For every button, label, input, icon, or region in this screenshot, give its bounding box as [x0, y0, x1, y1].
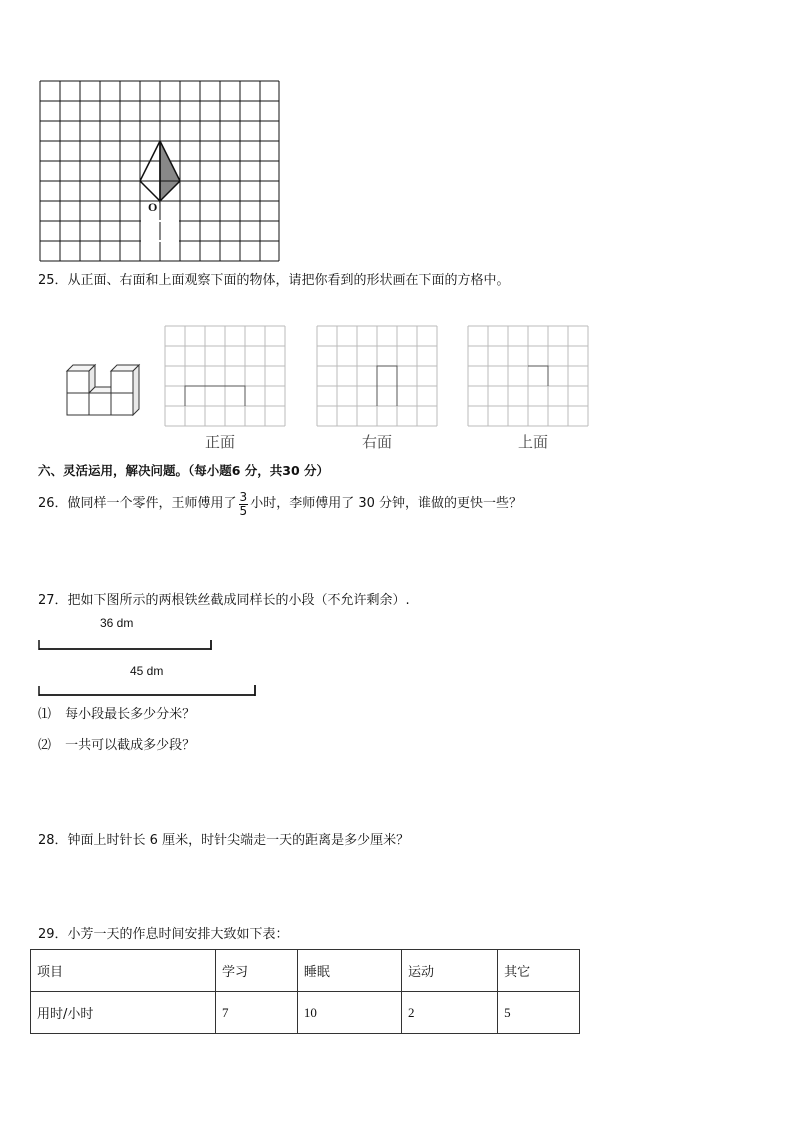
- sub-question-2-num: ⑵: [38, 738, 52, 753]
- origin-label: O: [148, 200, 158, 214]
- cube-figure: [64, 362, 144, 416]
- wire-1-label: 36 dm: [100, 616, 134, 630]
- rotation-grid: [38, 79, 282, 263]
- right-view-grid: [316, 324, 440, 428]
- table-cell: 学习: [216, 950, 298, 992]
- table-cell: 用时/小时: [31, 992, 216, 1034]
- table-cell: 项目: [31, 950, 216, 992]
- fraction-denominator: 5: [239, 503, 248, 518]
- right-view-label: 右面: [362, 433, 393, 451]
- table-cell: 睡眠: [297, 950, 401, 992]
- question-28-text: 28．钟面上时针长 6 厘米，时针尖端走一天的距离是多少厘米？: [38, 833, 410, 848]
- sub-question-1: [38, 706, 195, 724]
- top-view-grid: [467, 324, 591, 428]
- table-cell: 运动: [402, 950, 498, 992]
- question-26-after: 小时，李师傅用了 30 分钟，谁做的更快一些？: [250, 496, 522, 511]
- sub-question-2: [38, 737, 195, 755]
- kite-figure: [140, 141, 180, 201]
- front-view-label: 正面: [205, 433, 236, 451]
- wire-2: [36, 684, 260, 698]
- schedule-table: [30, 949, 580, 1034]
- table-row-header: [31, 950, 580, 992]
- sub-question-1-text: 每小段最长多少分米？: [65, 707, 196, 722]
- question-26-before: 26．做同样一个零件，王师傅用了: [38, 496, 237, 511]
- fraction-numerator: 3: [239, 489, 248, 504]
- wire-2-label: 45 dm: [130, 664, 164, 678]
- table-cell: 其它: [498, 950, 580, 992]
- question-25-text: 25．从正面、右面和上面观察下面的物体，请把你看到的形状画在下面的方格中。: [38, 273, 510, 288]
- table-cell: 2: [402, 992, 498, 1034]
- sub-question-1-num: ⑴: [38, 707, 52, 722]
- top-view-label: 上面: [518, 433, 549, 451]
- section-6-title: 六、灵活运用，解决问题。（每小题6 分，共30 分）: [38, 463, 330, 478]
- fraction-three-fifths: [239, 491, 249, 518]
- wire-1: [36, 638, 216, 652]
- table-cell: 10: [297, 992, 401, 1034]
- table-row: [31, 992, 580, 1034]
- question-29-text: 29．小芳一天的作息时间安排大致如下表：: [38, 927, 289, 942]
- sub-question-2-text: 一共可以截成多少段？: [65, 738, 196, 753]
- front-view-grid: [164, 324, 288, 428]
- table-cell: 7: [216, 992, 298, 1034]
- question-27-text: 27．把如下图所示的两根铁丝截成同样长的小段（不允许剩余）.: [38, 593, 410, 608]
- question-26-text: [38, 484, 522, 524]
- table-cell: 5: [498, 992, 580, 1034]
